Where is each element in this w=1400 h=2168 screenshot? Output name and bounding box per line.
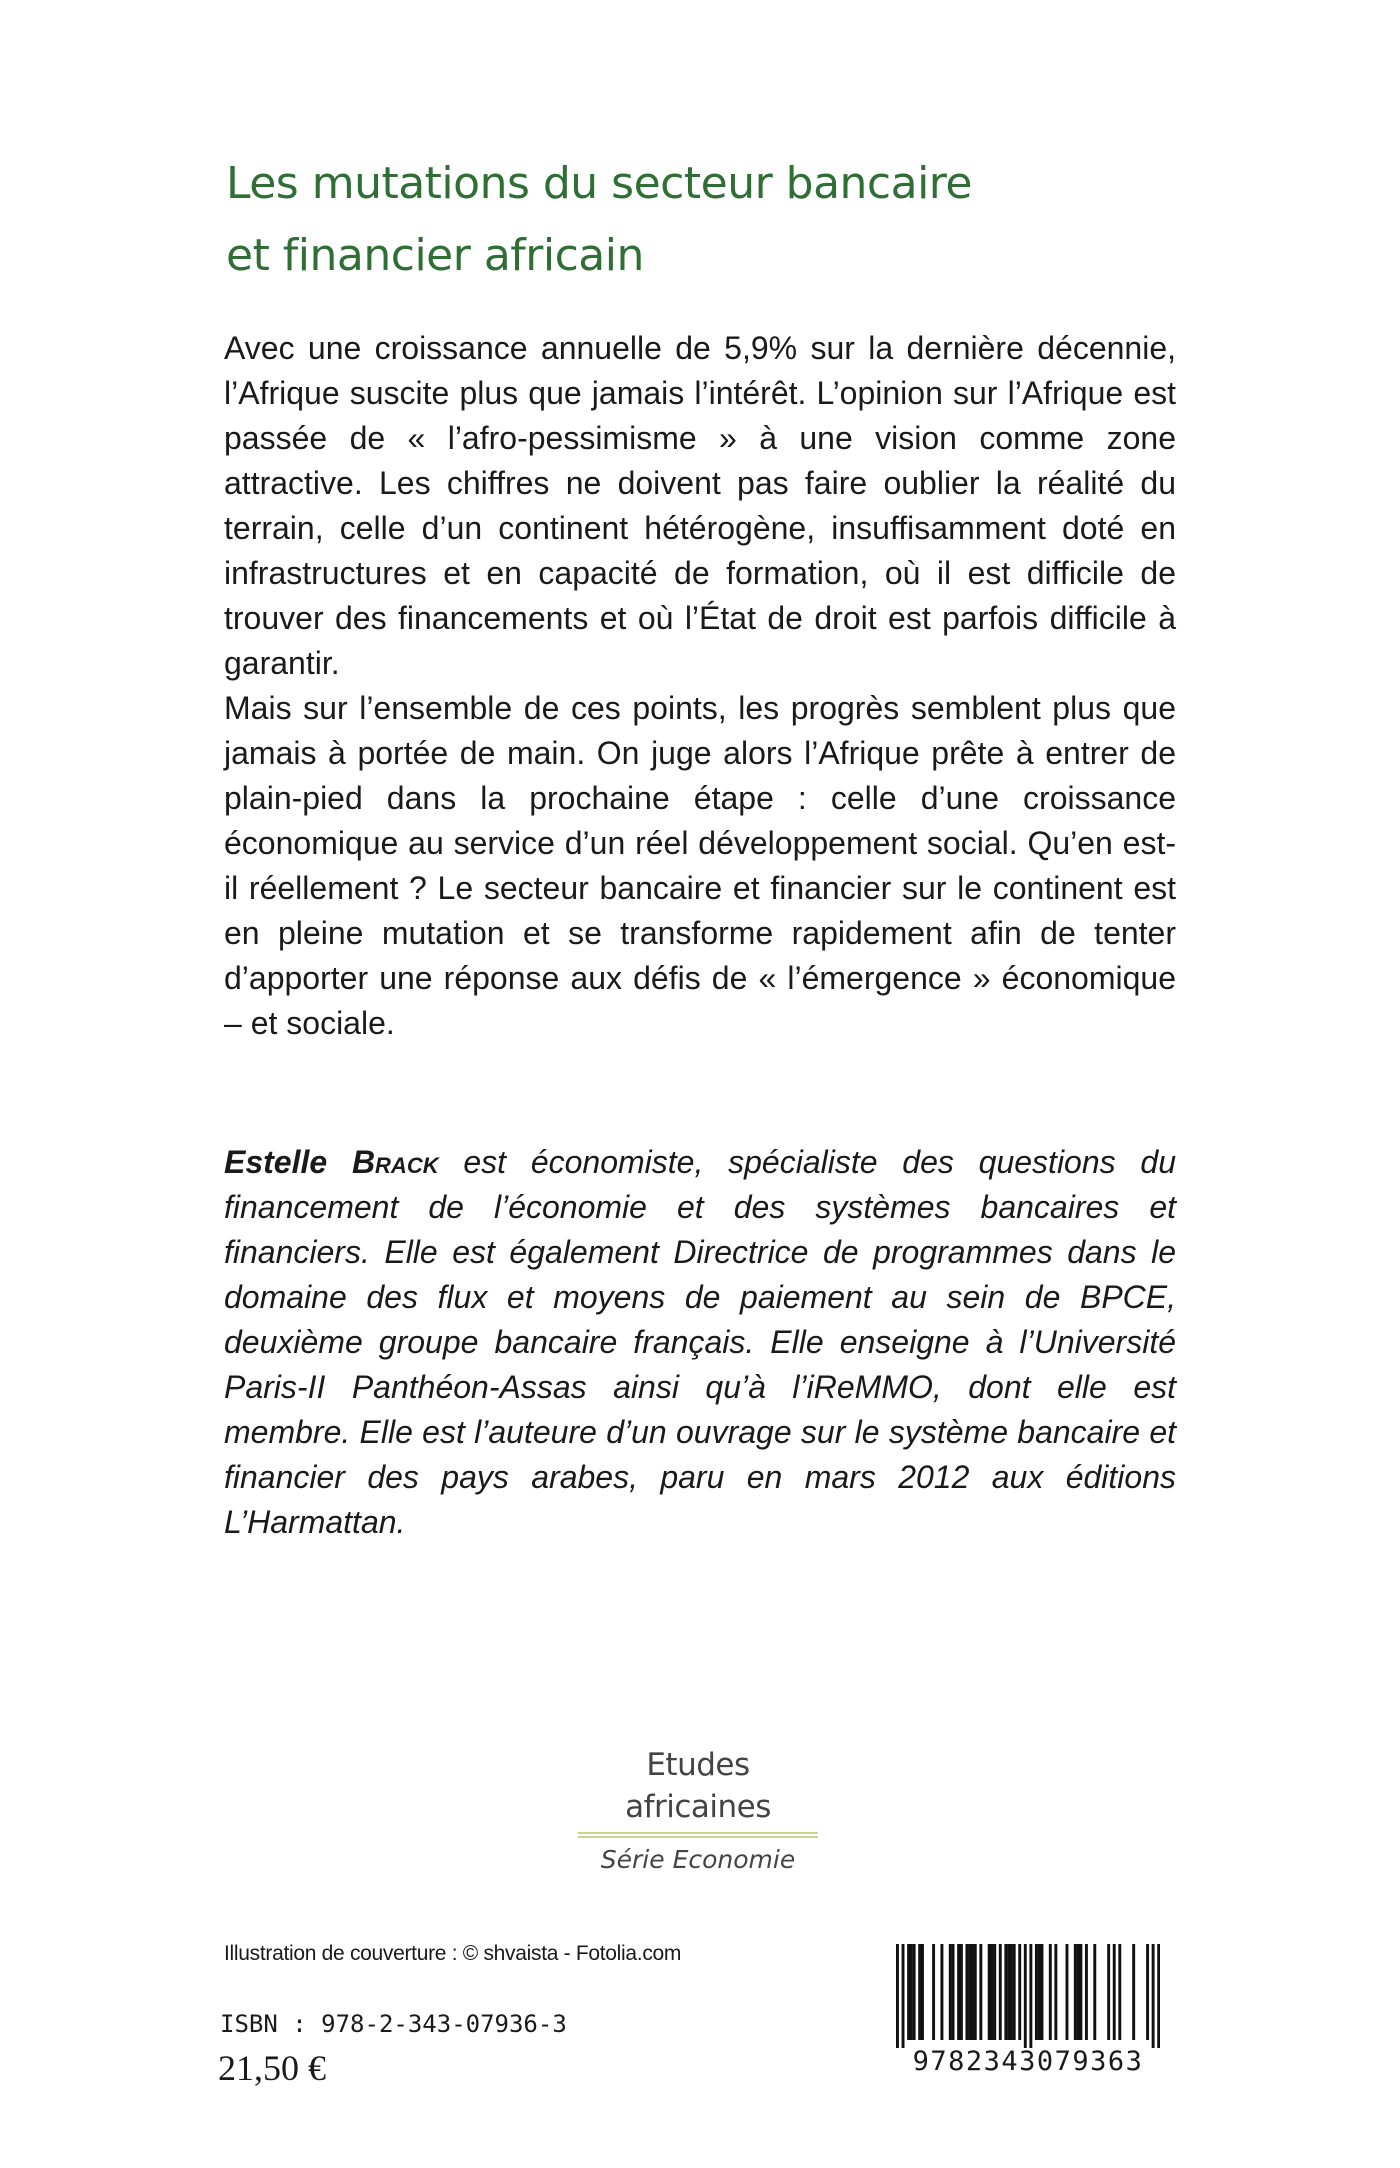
barcode-bar [1113,1944,1116,2040]
barcode-bar [949,1944,952,2040]
barcode-bar [921,1944,924,2040]
barcode-bar [1018,1944,1021,2040]
barcode-bar [1038,1944,1041,2040]
barcode-bar [999,1944,1002,2040]
barcode-bar [1029,1944,1032,2048]
barcode-bar [1007,1944,1010,2040]
author-last-name: Brack [351,1144,439,1180]
series-title: Etudes africaines [625,1747,771,1825]
barcode-graphic [896,1944,1160,2074]
barcode-bar [932,1944,935,2040]
barcode-bar [1118,1944,1121,2040]
barcode-bar [988,1944,991,2040]
series-divider [578,1832,818,1838]
barcode-bar [1157,1944,1160,2048]
barcode-bar [1024,1944,1027,2048]
barcode-bar [1077,1944,1080,2040]
author-bio-text: est économiste, spécialiste des questions du financement de l’économie et des systèmes bancaires et financiers. Elle est également Directrice de programmes dans le domaine des flux et moyens de paiement au sein de BPCE, deuxième groupe bancaire français. Elle enseigne à l’Université Paris-II Panthéon-Assas ainsi qu’à l’iReMMO, dont elle est membre. Elle est l’auteure d’un ouvrage sur le système bancaire et financier des pays arabes, paru en mars 2012 aux éditions L’Harmattan. [224,1144,1176,1540]
barcode-bar [1013,1944,1016,2040]
series-block [578,1744,818,1876]
barcode-bar [960,1944,963,2040]
barcode-bar [1085,1944,1088,2040]
barcode-bar [993,1944,996,2040]
barcode-bar [1035,1944,1038,2040]
barcode-bar [1041,1944,1044,2040]
barcode-bar [940,1944,943,2040]
barcode-bar [1093,1944,1096,2040]
barcode-bar [957,1944,960,2040]
book-title-line-1: Les mutations du secteur bancaire [226,158,973,209]
barcode-bar [1146,1944,1149,2040]
barcode-bar [1079,1944,1082,2040]
author-name [224,1144,439,1180]
summary-paragraph: Mais sur l’ensemble de ces points, les progrès semblent plus que jamais à portée de main. On juge alors l’Afrique prête à entrer de plain-pied dans la prochaine étape : celle d’une croissance économique au service d’un réel développement social. Qu’en est-il réellement ? Le secteur bancaire et financier sur le continent est en pleine mutation et se transforme rapidement afin de tenter d’apporter une réponse aux défis de « l’émergence » économique – et sociale. [224,690,1176,1041]
author-first-name: Estelle [224,1144,328,1180]
barcode-bar [971,1944,974,2040]
isbn: ISBN : 978-2-343-07936-3 [220,2010,567,2038]
barcode-bar [1152,1944,1155,2048]
barcode-bar [1004,1944,1007,2040]
barcode-bar [1132,1944,1135,2040]
barcode-bar [1054,1944,1057,2040]
barcode-bar [952,1944,955,2040]
barcode-bar [918,1944,921,2040]
barcode-bar [913,1944,916,2040]
author-bio [224,1140,1176,1545]
barcode-bar [902,1944,905,2048]
barcode-bar [1074,1944,1077,2040]
barcode-bar [990,1944,993,2040]
barcode-bar [965,1944,968,2040]
barcode-digits: 9782343079363 [912,2046,1144,2074]
price: 21,50 € [218,2048,326,2088]
barcode-bar [1010,1944,1013,2040]
barcode-bar [1107,1944,1110,2040]
book-title [226,148,1226,292]
summary-paragraph: Avec une croissance annuelle de 5,9% sur la dernière décennie, l’Afrique suscite plus que jamais l’intérêt. L’opinion sur l’Afrique est passée de « l’afro-pessimisme » à une vision comme zone attractive. Les chiffres ne doivent pas faire oublier la réalité du terrain, celle d’un continent hétérogène, insuffisamment doté en infrastructures et en capacité de formation, où il est difficile de trouver des financements et où l’État de droit est parfois difficile à garantir. [224,330,1176,681]
series-subtitle: Série Economie [600,1845,796,1874]
book-title-line-2: et financier africain [226,230,644,281]
book-summary [224,326,1176,1046]
barcode-bar [896,1944,899,2048]
barcode-bar [1049,1944,1052,2040]
barcode-bar [979,1944,982,2040]
barcode-bar [1066,1944,1069,2040]
barcode-bar [910,1944,913,2040]
barcode-bar [974,1944,977,2040]
barcode-bar [968,1944,971,2040]
barcode-bar [907,1944,910,2040]
cover-credit: Illustration de couverture : © shvaista - Fotolia.com [224,1942,682,1965]
barcode [896,1944,1160,2074]
